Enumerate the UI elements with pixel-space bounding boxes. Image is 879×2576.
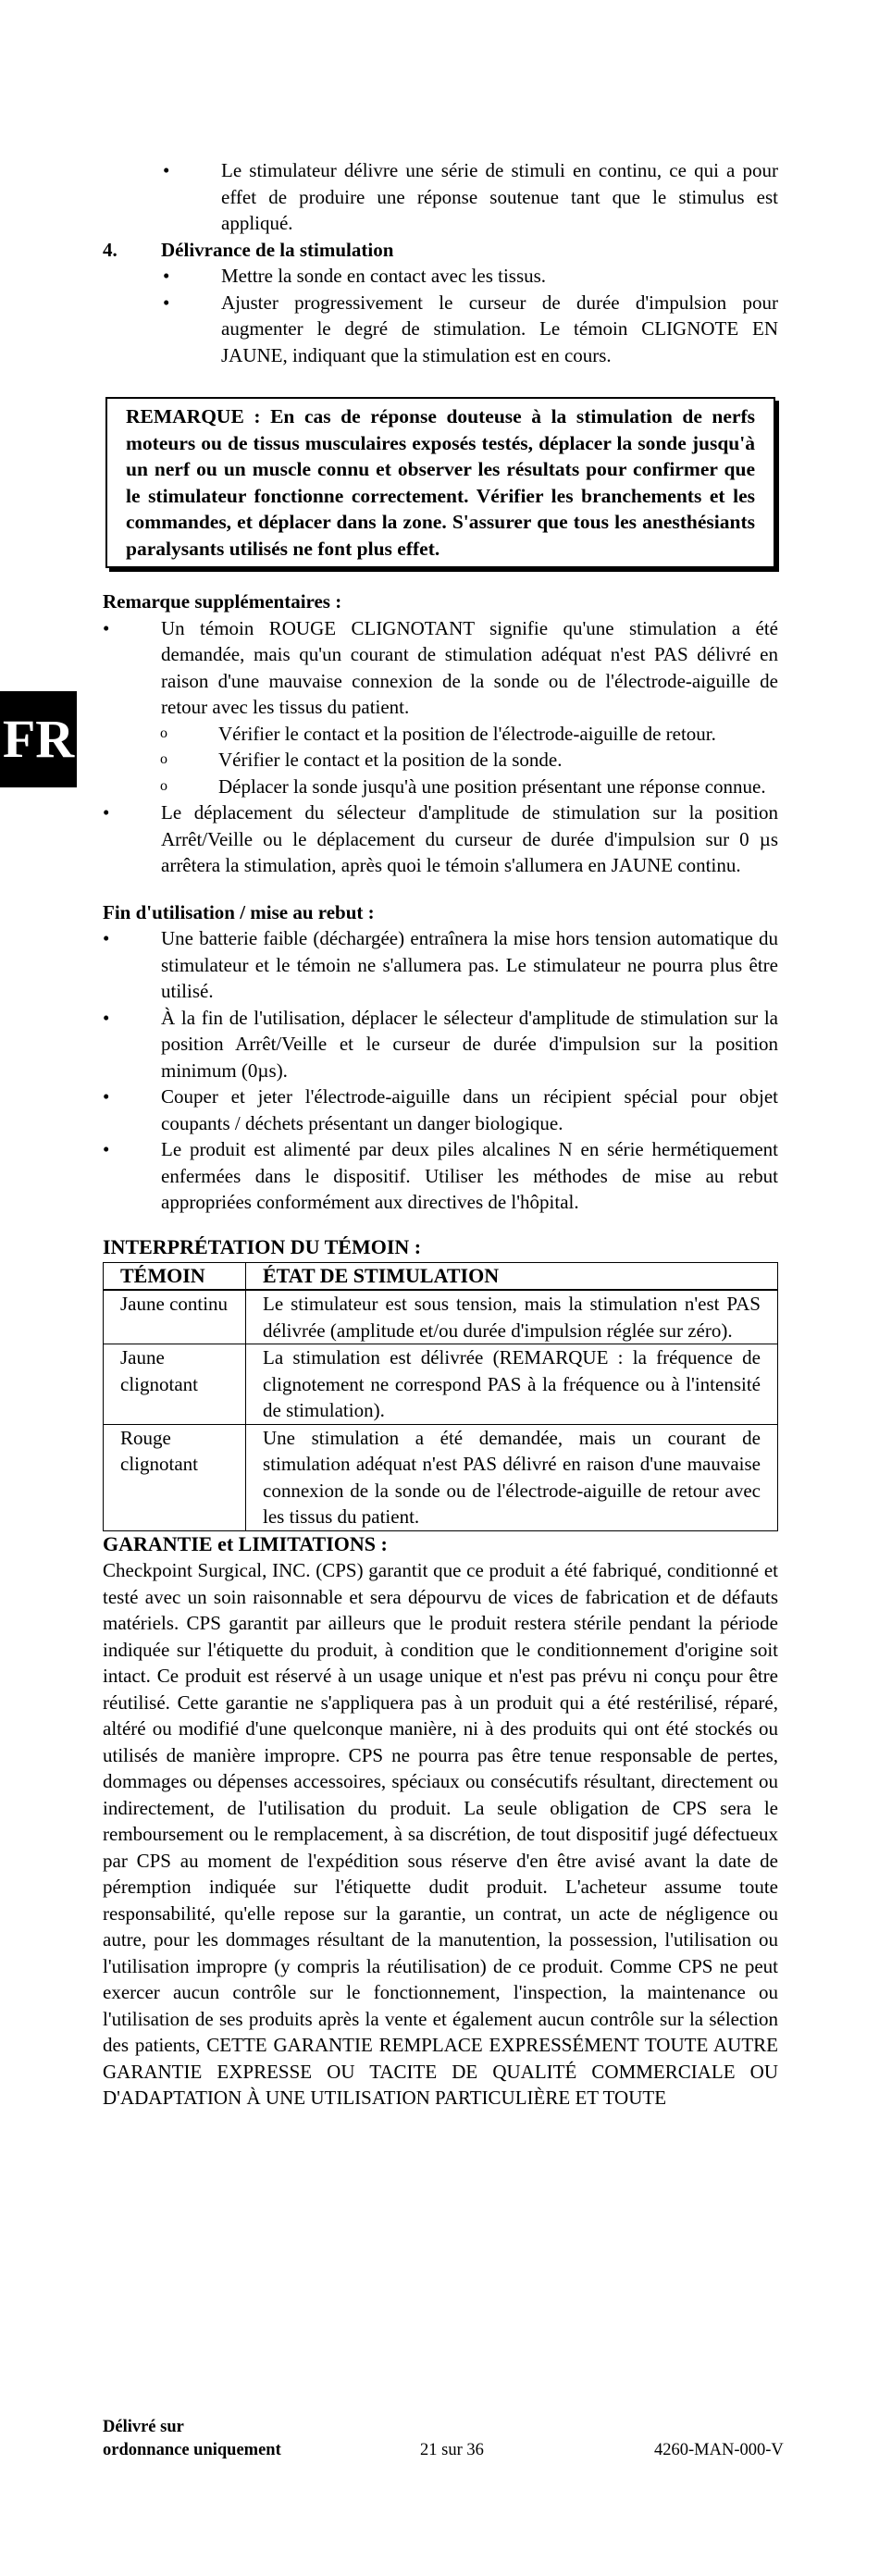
section-heading: Remarque supplémentaires :: [103, 590, 342, 613]
sub-list-item-text: Vérifier le contact et la position de l'électrode-aiguille de retour.: [218, 722, 716, 745]
list-item: [163, 263, 778, 290]
table-row: [104, 1424, 778, 1530]
list-item: [163, 157, 778, 237]
bullet-icon: •: [163, 291, 170, 314]
section-heading: [103, 237, 778, 264]
sub-list-item-text: Déplacer la sonde jusqu'à une position présentant une réponse connue.: [218, 774, 766, 798]
document-page: [103, 157, 778, 2112]
rx-only-line1: Délivré sur: [103, 2418, 184, 2436]
table-cell-temoin: Rouge clignotant: [104, 1424, 246, 1530]
list-item: [103, 1084, 778, 1136]
page-number: 21 sur 36: [420, 2441, 484, 2459]
column-header-temoin: TÉMOIN: [104, 1263, 246, 1291]
section-heading: Fin d'utilisation / mise au rebut :: [103, 900, 375, 923]
table-cell-temoin: Jaune clignotant: [104, 1344, 246, 1425]
bullet-icon: •: [103, 801, 110, 824]
list-item-text: Le stimulateur délivre une série de stimuli en continu, ce qui a pour effet de produire une réponse soutenue tant que le stimulus est appliqué.: [221, 159, 778, 234]
list-item-text: Un témoin ROUGE CLIGNOTANT signifie qu'une stimulation a été demandée, mais qu'un courant de stimulation adéquat n'est PAS délivré en raison d'une mauvaise connexion de la sonde ou de l'électrode-aiguille de retour avec les tissus du patient.: [161, 616, 778, 718]
table-cell-etat: La stimulation est délivrée (REMARQUE : la fréquence de clignotement ne correspond PAS à la fréquence ou à l'intensité de stimulation).: [246, 1344, 778, 1425]
rx-only-label: [103, 2416, 281, 2462]
list-item-text: Couper et jeter l'électrode-aiguille dans un récipient spécial pour objet coupants / déchets présentant un danger biologique.: [161, 1085, 778, 1134]
table-heading: INTERPRÉTATION DU TÉMOIN :: [103, 1234, 422, 1258]
circle-bullet-icon: o: [160, 777, 167, 794]
document-number: 4260-MAN-000-V: [654, 2441, 784, 2459]
sub-list-item: [160, 774, 778, 800]
table-row: [104, 1344, 778, 1425]
section-heading: GARANTIE et LIMITATIONS :: [103, 1531, 388, 1555]
sub-list-item: [160, 721, 778, 748]
table-header-row: [104, 1263, 778, 1291]
list-item: [103, 1136, 778, 1216]
sub-list-item-text: Vérifier le contact et la position de la sonde.: [218, 749, 563, 771]
table-cell-etat: Le stimulateur est sous tension, mais la stimulation n'est PAS délivrée (amplitude et/ou durée d'impulsion réglée sur zéro).: [246, 1290, 778, 1344]
list-item-text: Mettre la sonde en contact avec les tissus.: [221, 265, 547, 287]
rx-only-line2: ordonnance uniquement: [103, 2441, 281, 2459]
warning-note-box: REMARQUE : En cas de réponse douteuse à la stimulation de nerfs moteurs ou de tissus musculaires exposés testés, déplacer la sonde jusqu'à un nerf ou un muscle connu et observer les résultats pour confirmer que le stimulateur fonctionne correctement. Vérifier les branchements et les commandes, et déplacer dans la zone. S'assurer que tous les anesthésiants paralysants utilisés ne font plus effet.: [105, 397, 775, 568]
circle-bullet-icon: o: [160, 751, 167, 767]
list-item-text: À la fin de l'utilisation, déplacer le sélecteur d'amplitude de stimulation sur la position Arrêt/Veille et le curseur de durée d'impulsion sur la position minimum (0µs).: [161, 1006, 778, 1082]
bullet-icon: •: [103, 616, 110, 639]
list-item-text: Une batterie faible (déchargée) entraînera la mise hors tension automatique du stimulateur et le témoin ne s'allumera pas. Le stimulateur ne pourra plus être utilisé.: [161, 927, 778, 1002]
bullet-icon: •: [103, 1085, 110, 1108]
section-number: 4.: [103, 238, 118, 261]
bullet-icon: •: [103, 927, 110, 949]
bullet-icon: •: [103, 1006, 110, 1029]
table-cell-etat: Une stimulation a été demandée, mais un courant de stimulation adéquat n'est PAS délivré en raison d'une mauvaise connexion de la sonde ou de l'électrode-aiguille de retour avec les tissus du patient.: [246, 1424, 778, 1530]
list-item-text: Ajuster progressivement le curseur de durée d'impulsion pour augmenter le degré de stimulation. Le témoin CLIGNOTE EN JAUNE, indiquant que la stimulation est en cours.: [221, 291, 778, 366]
list-item-text: Le déplacement du sélecteur d'amplitude de stimulation sur la position Arrêt/Veille ou le déplacement du curseur de durée d'impulsion sur 0 µs arrêtera la stimulation, après quoi le témoin s'allumera en JAUNE continu.: [161, 801, 778, 876]
table-cell-temoin: Jaune continu: [104, 1290, 246, 1344]
list-item: [103, 615, 778, 721]
bullet-icon: •: [103, 1138, 110, 1160]
circle-bullet-icon: o: [160, 724, 167, 741]
language-tab: FR: [0, 691, 77, 787]
bullet-icon: •: [163, 265, 170, 287]
section-title: Délivrance de la stimulation: [161, 238, 394, 261]
indicator-table: [103, 1262, 778, 1531]
column-header-etat: ÉTAT DE STIMULATION: [246, 1263, 778, 1291]
list-item: [103, 925, 778, 1005]
list-item: [163, 290, 778, 369]
bullet-icon: •: [163, 159, 170, 181]
list-item-text: Le produit est alimenté par deux piles alcalines N en série hermétiquement enfermées dans le dispositif. Utiliser les méthodes de mise au rebut appropriées conformément aux directives de l'hôpital.: [161, 1138, 778, 1213]
list-item: [103, 799, 778, 879]
table-row: [104, 1290, 778, 1344]
list-item: [103, 1005, 778, 1084]
sub-list-item: [160, 747, 778, 774]
warranty-paragraph: Checkpoint Surgical, INC. (CPS) garantit que ce produit a été fabriqué, conditionné et testé avec un soin raisonnable et sera dépourvu de vices de fabrication et de défauts matériels. CPS garantit par ailleurs que le produit restera stérile pendant la période indiquée sur l'étiquette du produit, à condition que le conditionnement d'origine soit intact. Ce produit est réservé à un usage unique et n'est pas prévu ni conçu pour être réutilisé. Cette garantie ne s'appliquera pas à un produit qui a été restérilisé, réparé, altéré ou modifié d'une quelconque manière, ni à des produits qui ont été stockés ou utilisés de manière impropre. CPS ne pourra pas être tenue responsable de pertes, dommages ou dépenses accessoires, spéciaux ou consécutifs résultant, directement ou indirectement, de l'utilisation du produit. La seule obligation de CPS sera le remboursement ou le remplacement, à sa discrétion, de tout dispositif jugé défectueux par CPS au moment de l'expédition sous réserve d'en être avisé avant la date de péremption indiquée sur l'étiquette dudit produit. L'acheteur assume toute responsabilité, qu'elle repose sur la garantie, un contrat, un acte de négligence ou autre, pour les dommages résultant de la manutention, la possession, l'utilisation ou l'utilisation impropre (y compris la réutilisation) de ce produit. Comme CPS ne peut exercer aucun contrôle sur le fonctionnement, l'inspection, la maintenance ou l'utilisation de ses produits après la vente et également aucun contrôle sur la sélection des patients, CETTE GARANTIE REMPLACE EXPRESSÉMENT TOUTE AUTRE GARANTIE EXPRESSE OU TACITE DE QUALITÉ COMMERCIALE OU D'ADAPTATION À UNE UTILISATION PARTICULIÈRE ET TOUTE: [103, 1559, 778, 2109]
